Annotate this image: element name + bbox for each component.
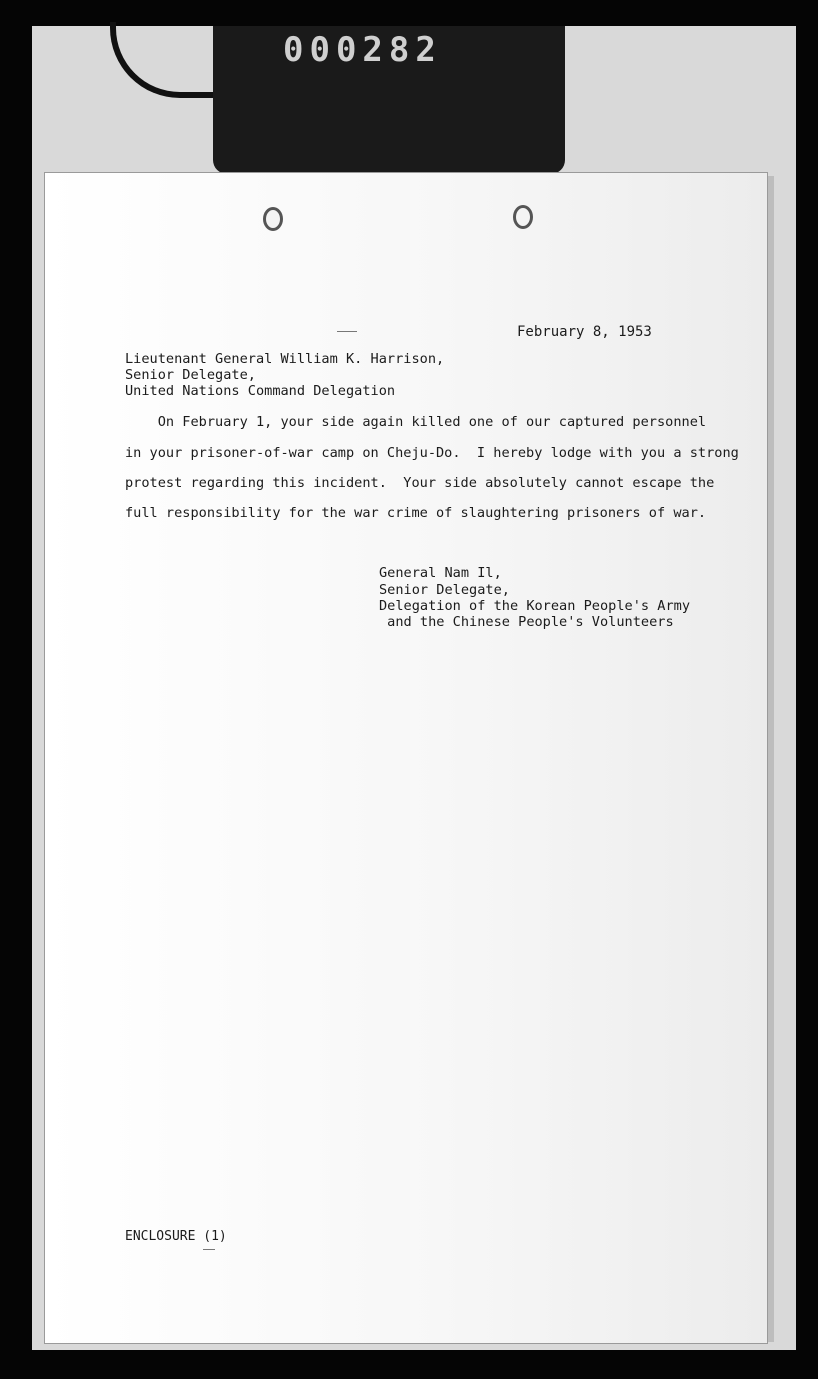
frame-counter-number: 000282 [283,30,442,70]
punch-hole-right [513,205,533,229]
signature-line: General Nam Il, [379,565,502,581]
recipient-line: Senior Delegate, [125,367,256,383]
signature-line: Delegation of the Korean People's Army [379,598,690,614]
signature-line: Senior Delegate, [379,582,510,598]
body-line: On February 1, your side again killed one of our captured personnel [125,414,707,430]
letter-page [44,172,768,1344]
punch-hole-left [263,207,283,231]
body-line: full responsibility for the war crime of slaughtering prisoners of war. [125,505,707,521]
stray-mark [337,331,357,332]
enclosure-underline [203,1249,215,1250]
enclosure-note: ENCLOSURE (1) [125,1229,227,1244]
letter-date: February 8, 1953 [517,324,652,340]
recipient-line: Lieutenant General William K. Harrison, [125,351,445,367]
recipient-line: United Nations Command Delegation [125,383,396,399]
body-line: in your prisoner-of-war camp on Cheju-Do. I hereby lodge with you a strong [125,445,739,461]
body-line: protest regarding this incident. Your side absolutely cannot escape the [125,475,715,491]
signature-line: and the Chinese People's Volunteers [379,614,674,630]
